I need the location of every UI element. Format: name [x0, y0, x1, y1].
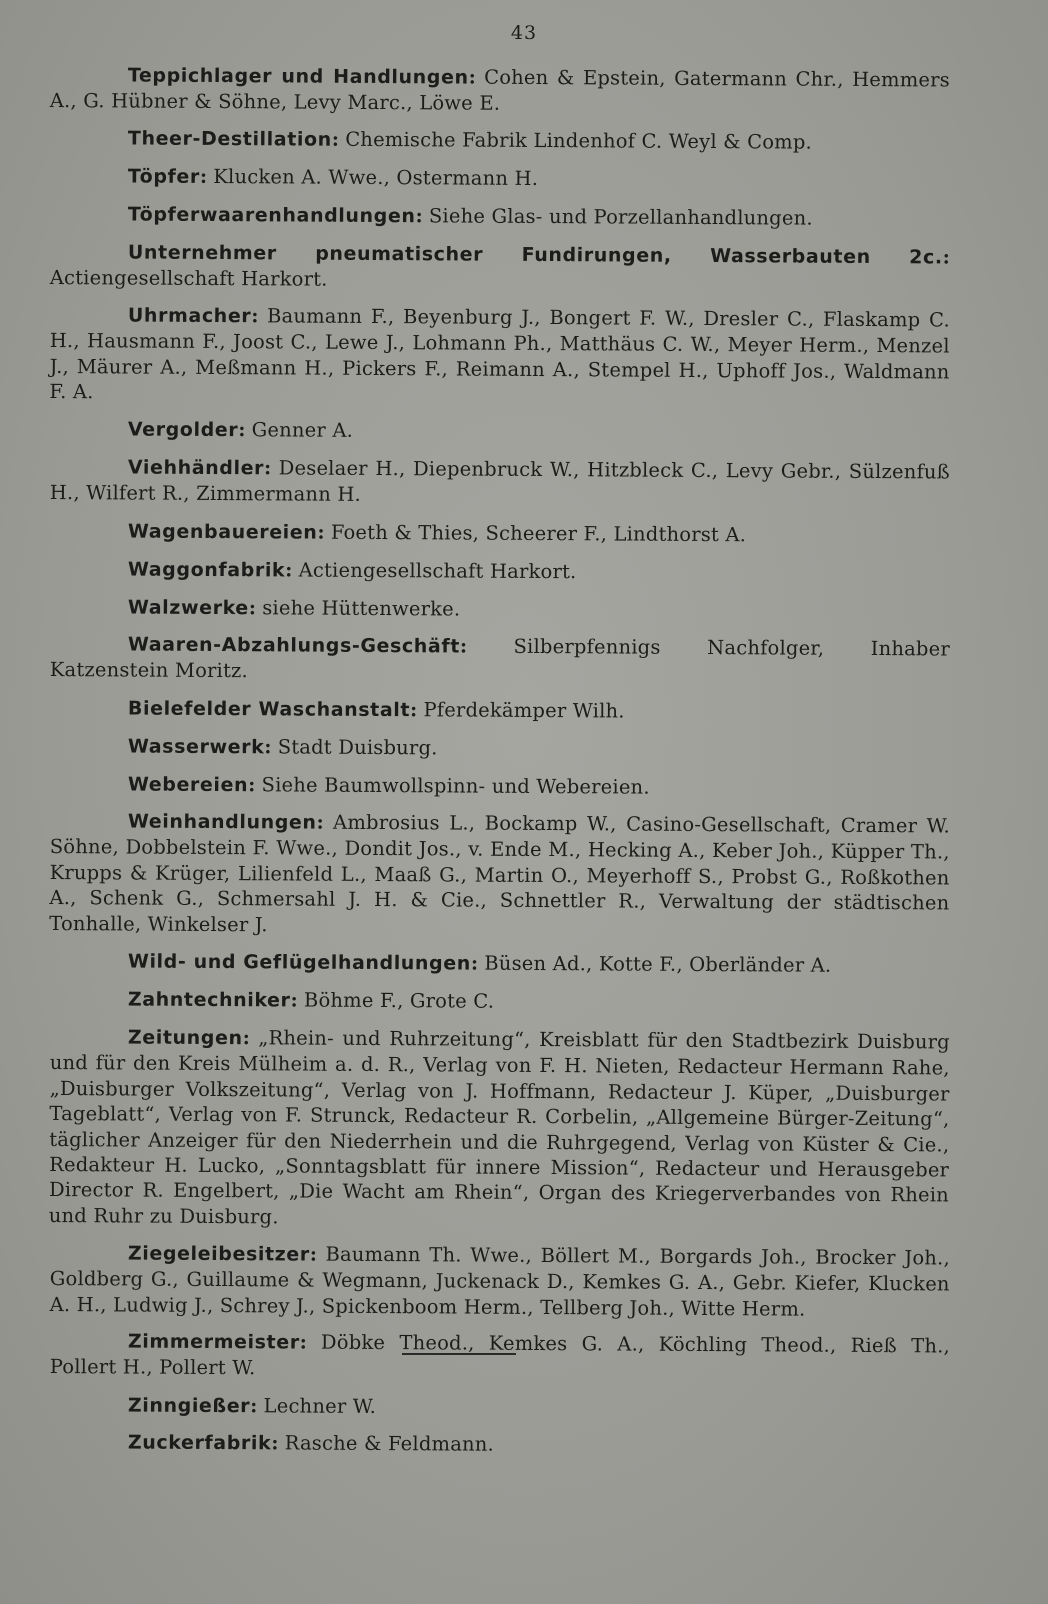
entry-text: Foeth & Thies, Scheerer F., Lindthorst A.	[330, 520, 747, 546]
entry-text: Lechner W.	[263, 1393, 377, 1418]
entry-separator: :	[271, 1431, 279, 1455]
entry-heading: Zuckerfabrik	[127, 1431, 272, 1455]
entry-separator: :	[285, 558, 293, 582]
entry-heading: Töpfer	[127, 165, 200, 189]
entry-text: Cohen & Epstein, Gatermann Chr., Hemmers A., G. Hübner & Söhne, Levy Marc., Löwe E.	[49, 65, 950, 116]
entry-heading: Töpferwaarenhandlungen	[127, 203, 416, 228]
end-rule	[402, 1353, 516, 1355]
directory-entry	[50, 594, 950, 626]
entry-heading: Viehhändler	[127, 456, 265, 480]
entry-text: Actiengesellschaft Harkort.	[49, 266, 328, 292]
entry-heading: Uhrmacher	[127, 304, 252, 328]
entry-text: Pferdekämper Wilh.	[423, 698, 625, 723]
entry-heading: Webereien	[127, 773, 249, 796]
entry-separator: :	[248, 595, 257, 619]
entry-text: Klucken A. Wwe., Ostermann H.	[213, 165, 539, 191]
directory-entry	[50, 986, 950, 1018]
directory-entry	[50, 556, 950, 588]
entry-text: Deselaer H., Diepenbruck W., Hitzbleck C., Levy Gebr., Sülzenfuß H., Wilfert R., Zimmermann H.	[49, 456, 950, 507]
entry-heading: Weinhandlungen	[127, 810, 317, 835]
entry-separator: :	[470, 951, 479, 975]
entry-heading: Teppichlager und Handlungen	[127, 64, 469, 89]
directory-entry	[50, 631, 950, 688]
entry-heading: Zeitungen	[127, 1026, 243, 1049]
entry-heading: Ziegeleibesitzer	[127, 1242, 310, 1266]
directory-entry	[50, 1429, 950, 1461]
directory-entry	[50, 1392, 950, 1424]
entry-heading: Unternehmer pneumatischer Fundirungen, Wasserbauten 2c.	[127, 241, 943, 269]
entry-heading: Walzwerke	[127, 595, 249, 619]
directory-entry	[50, 201, 950, 233]
directory-entry	[50, 1328, 950, 1385]
directory-entry	[50, 695, 950, 727]
entry-separator: :	[242, 1025, 250, 1050]
entry-separator: :	[264, 734, 272, 758]
entry-separator: :	[299, 1330, 307, 1354]
entry-text: Siehe Baumwollspinn- und Webereien.	[261, 772, 650, 799]
entry-text: Genner A.	[251, 418, 354, 443]
entry-text: Siehe Glas- und Porzellanhandlungen.	[428, 204, 813, 230]
entry-heading: Vergolder	[127, 418, 239, 442]
page-number: 43	[510, 22, 538, 44]
directory-entry	[50, 948, 950, 980]
entry-separator: :	[317, 520, 325, 544]
entry-text: Büsen Ad., Kotte F., Oberländer A.	[484, 951, 832, 977]
entry-separator: :	[263, 456, 272, 480]
entry-separator: :	[331, 128, 340, 152]
entry-heading: Theer-Destillation	[127, 127, 332, 152]
entry-heading: Bielefelder Waschanstalt	[127, 697, 411, 721]
entry-heading: Zimmermeister	[127, 1330, 300, 1354]
entry-separator: :	[316, 811, 324, 835]
entry-heading: Zinngießer	[127, 1394, 251, 1417]
entry-separator: :	[309, 1242, 318, 1266]
directory-entry	[50, 733, 950, 765]
entry-text: Silberpfennigs Nachfolger, Inhaber Katzenstein Moritz.	[49, 635, 950, 684]
directory-entry	[50, 125, 950, 157]
entry-separator: :	[415, 204, 423, 228]
entry-heading: Wasserwerk	[127, 735, 265, 758]
entry-separator: :	[248, 772, 256, 796]
entry-separator: :	[238, 418, 246, 442]
entry-separator: :	[251, 304, 259, 328]
directory-entry	[49, 1024, 950, 1234]
entry-text: Ambrosius L., Bockamp W., Casino-Gesellschaft, Cramer W. Söhne, Dobbelstein F. Wwe., Dondit Jos., v. Ende M., Hecking A., Keber Joh., Küpper Th., Krupps & Krüger, Lilienfeld L., Maaß G., Martin O., Meyerhoff S., Probst G., Roßkothen A., Schenk G., Schmersahl J. H. & Cie., Schnettler R., Verwaltung der städtischen Tonhalle, Winkelser J.	[49, 811, 950, 937]
entry-separator: :	[942, 245, 950, 269]
directory-entry	[50, 163, 950, 195]
entry-separator: :	[199, 165, 208, 189]
entry-text: Böhme F., Grote C.	[303, 988, 495, 1013]
directory-entry	[50, 62, 950, 119]
entry-separator: :	[410, 697, 418, 721]
directory-entry	[50, 771, 950, 803]
directory-entry	[49, 302, 950, 410]
directory-entries	[50, 62, 950, 1467]
entry-text: siehe Hüttenwerke.	[262, 595, 461, 621]
entry-heading: Waggonfabrik	[127, 558, 286, 582]
entry-text: Baumann F., Beyenburg J., Bongert F. W., Dresler C., Flaskamp C. H., Hausmann F., Joost C., Lewe J., Lohmann Ph., Matthäus C. W., Meyer Herm., Menzel J., Mäurer A., Meßmann H., Pickers F., Reimann A., Stempel H., Uphoff Jos., Waldmann F. A.	[49, 304, 950, 404]
entry-text: Chemische Fabrik Lindenhof C. Weyl & Comp.	[345, 128, 813, 154]
directory-entry	[50, 1240, 950, 1323]
entry-heading: Wagenbauereien	[127, 520, 318, 544]
directory-entry	[50, 454, 950, 511]
entry-text: Rasche & Feldmann.	[284, 1431, 495, 1457]
directory-entry	[50, 518, 950, 550]
entry-heading: Wild- und Geflügelhandlungen	[127, 950, 471, 975]
entry-separator: :	[250, 1393, 258, 1417]
entry-text: „Rhein- und Ruhrzeitung“, Kreisblatt für den Stadtbezirk Duisburg und für den Kreis Mülheim a. d. R., Verlag von F. H. Nieten, Redacteur Hermann Rahe, „Duisburger Volkszeitung“, Verlag von J. Hoffmann, Redacteur J. Küper, „Duisburger Tageblatt“, Verlag von F. Strunck, Redacteur R. Corbelin, „Allgemeine Bürger-Zeitung“, täglicher Anzeiger für den Niederrhein und die Ruhrgegend, Verlag von Küster & Cie., Redakteur H. Lucko, „Sonntagsblatt für innere Mission“, Redacteur und Herausgeber Director R. Engelbert, „Die Wacht am Rhein“, Organ des Kriegerverbandes von Rhein und Ruhr zu Duisburg.	[48, 1026, 950, 1229]
entry-separator: :	[468, 65, 476, 89]
entry-text: Stadt Duisburg.	[277, 735, 438, 759]
entry-separator: :	[290, 988, 298, 1012]
entry-text: Döbke Theod., Kemkes G. A., Köchling Theod., Rieß Th., Pollert H., Pollert W.	[49, 1330, 950, 1380]
directory-entry	[50, 416, 950, 448]
directory-entry	[49, 808, 950, 942]
entry-text: Actiengesellschaft Harkort.	[298, 558, 577, 583]
directory-entry	[50, 239, 950, 296]
entry-heading: Waaren-Abzahlungs-Geschäft	[127, 633, 460, 658]
entry-text: Baumann Th. Wwe., Böllert M., Borgards Joh., Brocker Joh., Goldberg G., Guillaume & Wegmann, Juckenack D., Kemkes G. A., Gebr. Kiefer, Klucken A. H., Ludwig J., Schrey J., Spickenboom Herm., Tellberg Joh., Witte Herm.	[49, 1242, 950, 1320]
entry-heading: Zahntechniker	[127, 988, 291, 1012]
entry-separator: :	[459, 634, 468, 658]
